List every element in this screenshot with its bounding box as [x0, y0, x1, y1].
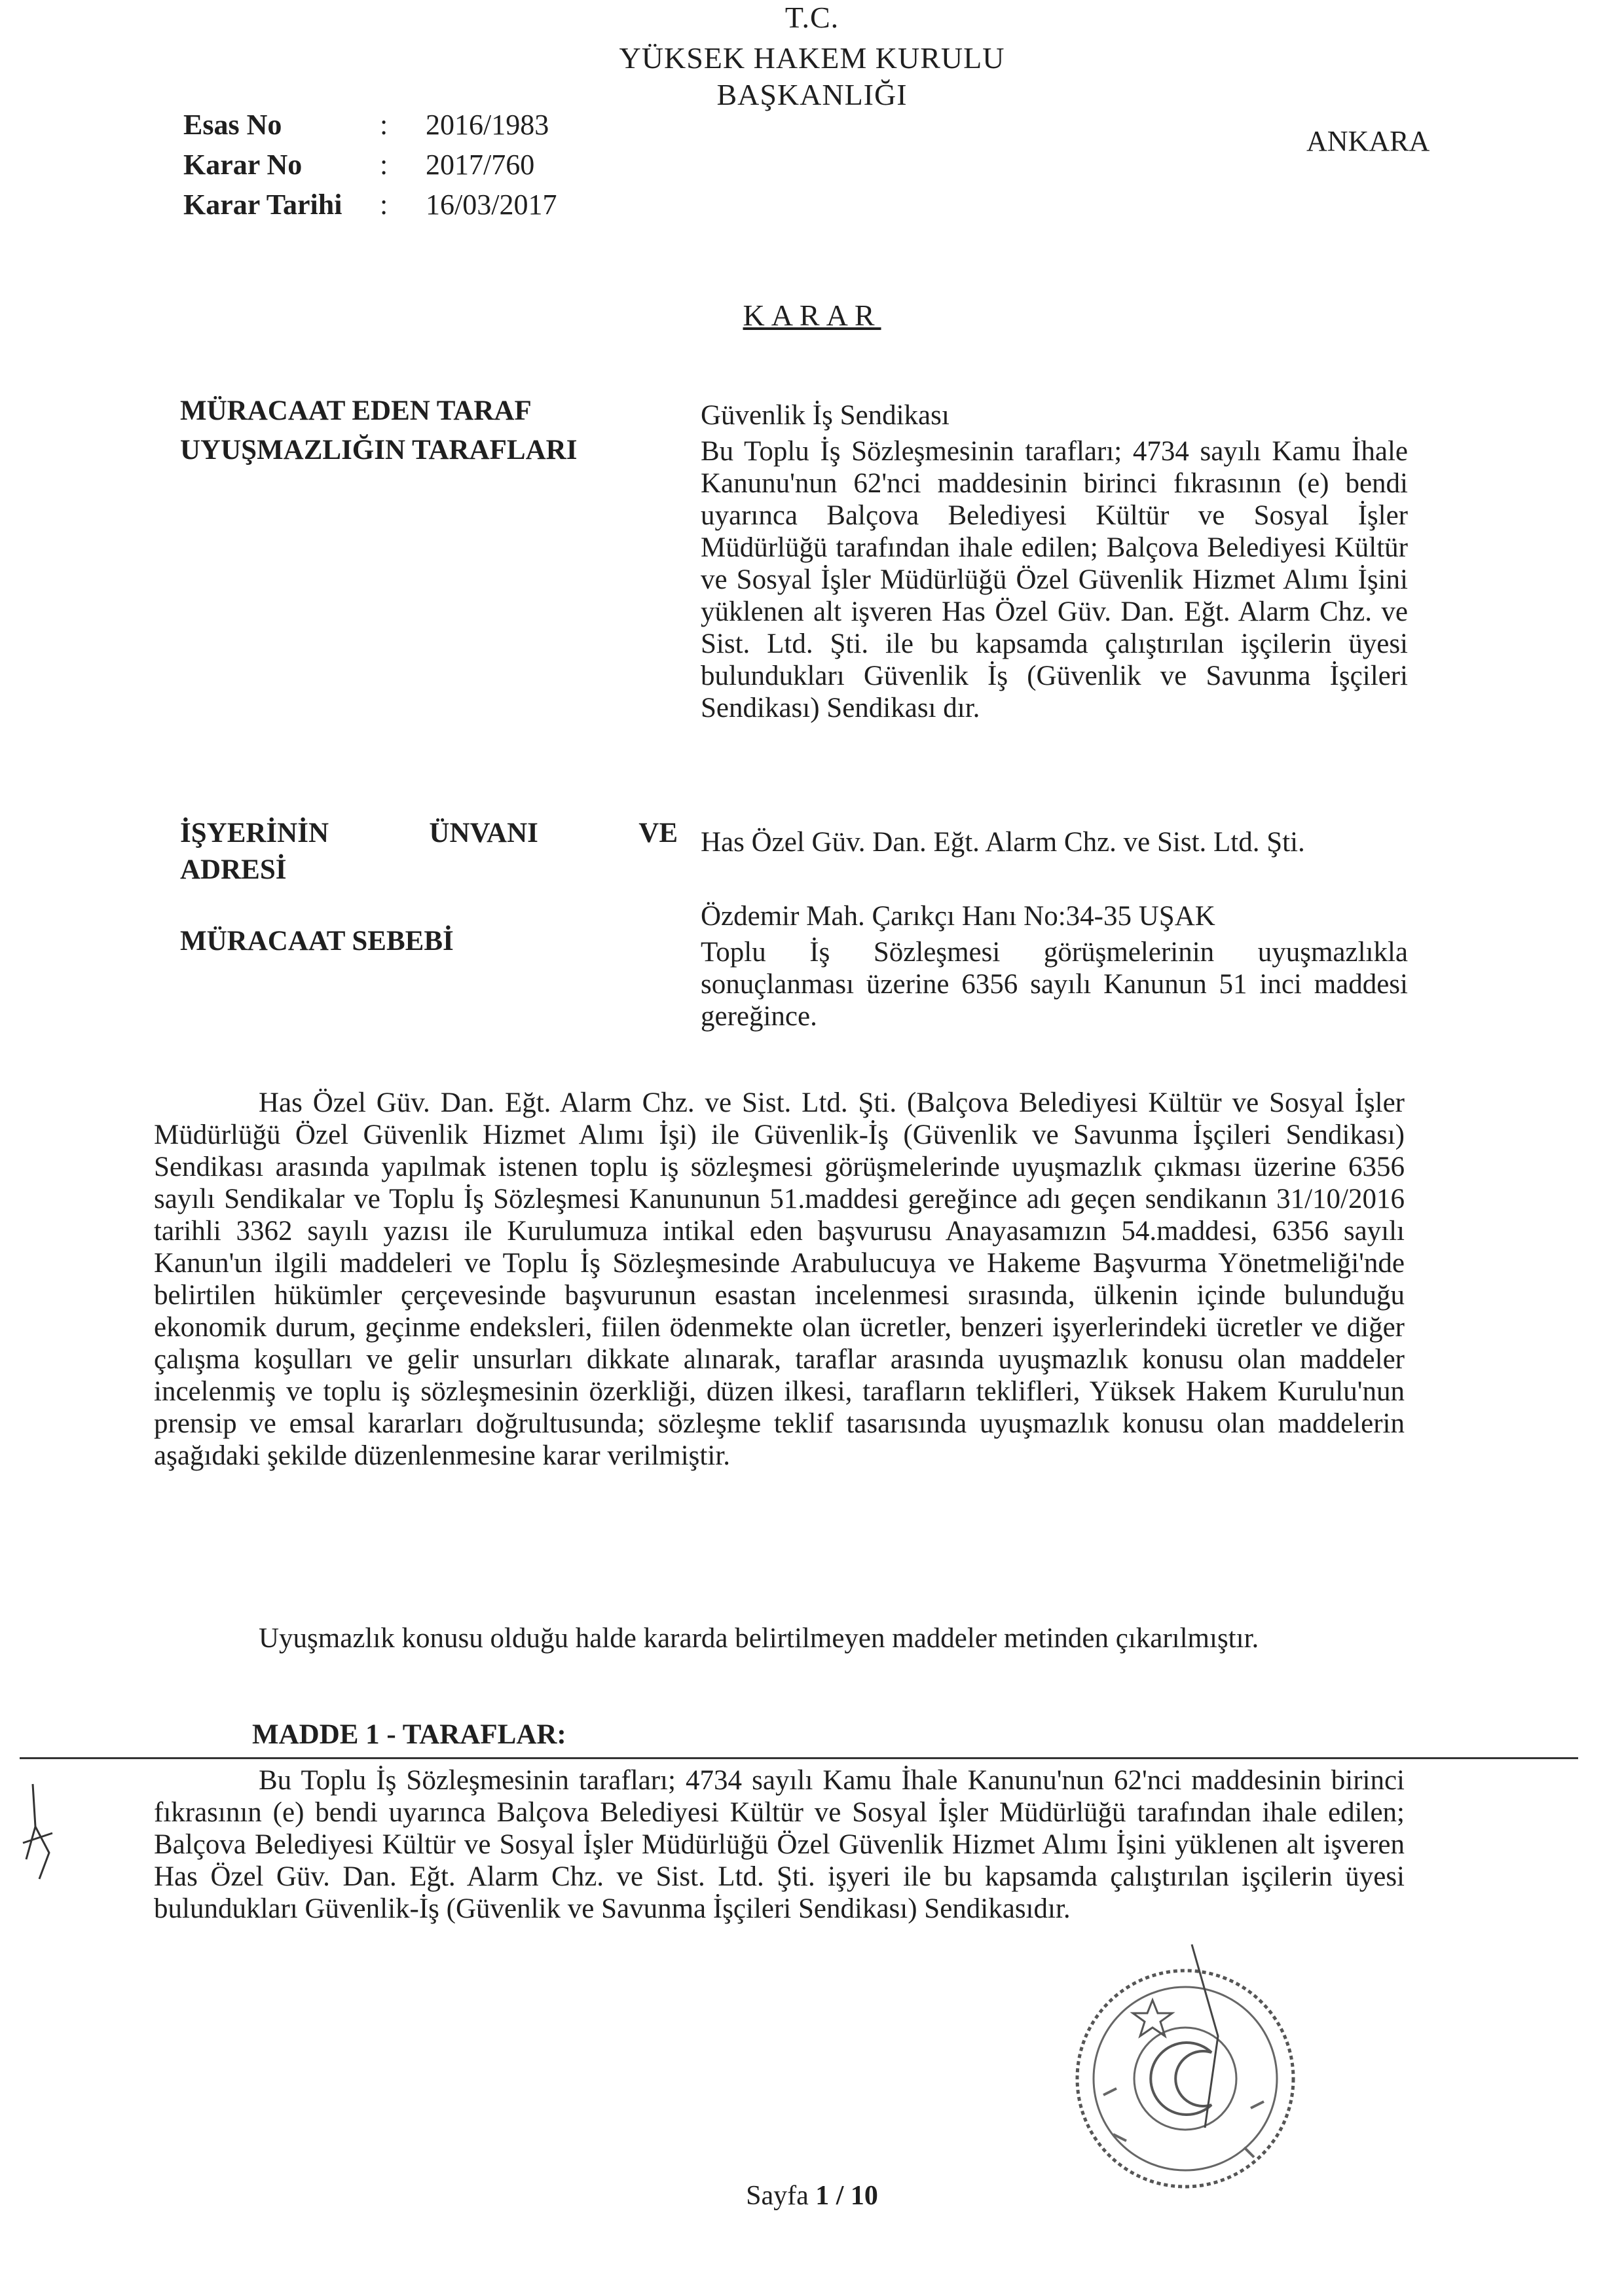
karar-row: [183, 145, 557, 185]
page-current: 1: [815, 2181, 830, 2211]
section-divider: [20, 1757, 1578, 1759]
karar-value: 2017/760: [426, 149, 535, 181]
body-paragraph-1: Has Özel Güv. Dan. Eğt. Alarm Chz. ve Sist. Ltd. Şti. (Balçova Belediyesi Kültür ve Sosyal İşler Müdürlüğü Özel Güvenlik Hizmet Alımı İşi) ile Güvenlik-İş (Güvenlik ve Savunma İşçileri Sendikası) Sendikası arasında yapılmak istenen toplu iş sözleşmesi görüşmelerinde uyuşmazlık çıkması üzerine 6356 sayılı Sendikalar ve Toplu İş Sözleşmesi Kanununun 51.maddesi gereğince adı geçen sendikanın 31/10/2016 tarihli 3362 sayılı yazısı ile Kurulumuza intikal eden başvurusu Anayasamızın 54.maddesi, 6356 sayılı Kanun'un ilgili maddeleri ve Toplu İş Sözleşmesinde Arabulucuya ve Hakeme Başvurma Yönetmeliği'nde belirtilen hükümler çerçevesinde başvurunun esastan incelenmesi sırasında, ülkenin içinde bulunduğu ekonomik durum, geçinme endeksleri, fiilen ödenmekte olan ücretler, benzeri işyerlerindeki ücretler ve diğer çalışma koşulları ve gelir unsurları dikkate alınarak, taraflar arasında uyuşmazlık konusu olan maddeler incelenmiş ve toplu iş sözleşmesinin özerkliği, düzen ilkesi, tarafların teklifleri, Yüksek Hakem Kurulu'nun prensip ve emsal kararları doğrultusunda; sözleşme teklif tasarısında uyuşmazlık konusu olan maddelerin aşağıdaki şekilde düzenlenmesine karar verilmiştir.: [154, 1087, 1405, 1471]
page-number: [0, 2180, 1624, 2212]
sebep-value: Toplu İş Sözleşmesi görüşmelerinin uyuşmazlıkla sonuçlanması üzerine 6356 sayılı Kanunun 51 inci maddesi gereğince.: [701, 937, 1408, 1032]
page-total: 10: [850, 2181, 878, 2211]
taraflar-label: UYUŞMAZLIĞIN TARAFLARI: [180, 435, 578, 465]
handwritten-mark-icon: [13, 1781, 59, 1886]
tarih-colon: :: [380, 189, 388, 221]
tarih-label: Karar Tarihi: [183, 189, 342, 221]
esas-colon: :: [380, 109, 388, 141]
taraflar-value: Bu Toplu İş Sözleşmesinin tarafları; 4734 sayılı Kamu İhale Kanunu'nun 62'nci maddesinin birinci fıkrasının (e) bendi uyarınca Balçova Belediyesi Kültür ve Sosyal İşler Müdürlüğü tarafından ihale edilen; Balçova Belediyesi Kültür ve Sosyal İşler Müdürlüğü Özel Güvenlik Hizmet Alımı İşini yüklenen alt işveren Has Özel Güv. Dan. Eğt. Alarm Chz. ve Sist. Ltd. Şti. ile bu kapsamda çalıştırılan işçilerin üyesi bulundukları Güvenlik İş (Güvenlik ve Savunma İşçileri Sendikası) Sendikası dır.: [701, 436, 1408, 723]
header-tc: T.C.: [784, 1, 840, 34]
tarih-value: 16/03/2017: [426, 189, 557, 221]
city: ANKARA: [1306, 125, 1430, 157]
isyeri-label: [180, 815, 678, 888]
header-dept: BAŞKANLIĞI: [716, 78, 908, 111]
isyeri-label-word-1: İŞYERİNİN: [180, 818, 329, 848]
muracaat-eden-value: Güvenlik İş Sendikası: [701, 400, 950, 431]
official-seal-icon: [1054, 1938, 1329, 2213]
isyeri-label-word-2: ÜNVANI: [429, 818, 538, 848]
isyeri-label-word-3: VE: [638, 818, 678, 848]
madde-heading: MADDE 1 - TARAFLAR:: [252, 1719, 566, 1750]
case-meta: [183, 105, 557, 225]
isyeri-label-word-4: ADRESİ: [180, 854, 287, 885]
body-paragraph-2: Uyuşmazlık konusu olduğu halde kararda belirtilmeyen maddeler metinden çıkarılmıştır.: [259, 1623, 1259, 1654]
esas-value: 2016/1983: [426, 109, 549, 141]
sebep-label: MÜRACAAT SEBEBİ: [180, 926, 454, 957]
muracaat-eden-label: MÜRACAAT EDEN TARAF: [180, 395, 532, 426]
karar-colon: :: [380, 149, 388, 181]
document-title: KARAR: [743, 299, 881, 332]
isyeri-value-name: Has Özel Güv. Dan. Eğt. Alarm Chz. ve Sist. Ltd. Şti.: [701, 827, 1305, 858]
page-separator: /: [836, 2181, 844, 2211]
header-org: YÜKSEK HAKEM KURULU: [619, 41, 1005, 75]
karar-label: Karar No: [183, 149, 303, 181]
tarih-row: [183, 185, 557, 225]
isyeri-value-address: Özdemir Mah. Çarıkçı Hanı No:34-35 UŞAK: [701, 901, 1215, 932]
page-label: Sayfa: [746, 2181, 809, 2211]
madde-text: Bu Toplu İş Sözleşmesinin tarafları; 4734 sayılı Kamu İhale Kanunu'nun 62'nci maddesinin birinci fıkrasının (e) bendi uyarınca Balçova Belediyesi Kültür ve Sosyal İşler Müdürlüğü tarafından ihale edilen; Balçova Belediyesi Kültür ve Sosyal İşler Müdürlüğü Özel Güvenlik Hizmet Alımı İşini yüklenen alt işveren Has Özel Güv. Dan. Eğt. Alarm Chz. ve Sist. Ltd. Şti. işyeri ile bu kapsamda çalıştırılan işçilerin üyesi bulundukları Güvenlik-İş (Güvenlik ve Savunma İşçileri Sendikası) Sendikasıdır.: [154, 1765, 1405, 1924]
esas-row: [183, 105, 557, 145]
esas-label: Esas No: [183, 109, 282, 141]
